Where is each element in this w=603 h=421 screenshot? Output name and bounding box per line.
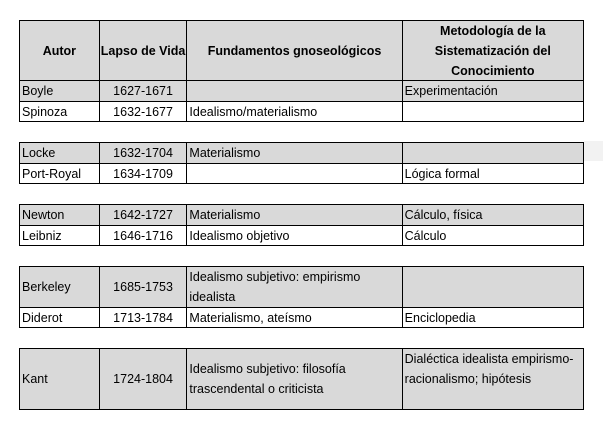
cell-autor: Kant xyxy=(20,349,100,409)
table-group-1 xyxy=(19,81,584,122)
table-row xyxy=(20,101,583,121)
table-group-4 xyxy=(19,266,584,328)
decorative-stub xyxy=(584,141,603,161)
cell-autor: Newton xyxy=(20,205,100,225)
table-group-3 xyxy=(19,204,584,246)
cell-lapso: 1646-1716 xyxy=(100,226,188,245)
cell-fundamentos: Idealismo subjetivo: filosofía trascendental o criticista xyxy=(187,349,402,409)
cell-metodologia xyxy=(403,267,583,307)
cell-autor: Diderot xyxy=(20,308,100,327)
philosophers-table xyxy=(19,20,584,410)
cell-metodologia: Enciclopedia xyxy=(404,310,476,325)
cell-fundamentos xyxy=(187,164,402,183)
table-row xyxy=(20,349,583,409)
cell-autor: Leibniz xyxy=(20,226,100,245)
cell-lapso: 1642-1727 xyxy=(100,205,188,225)
header-fundamentos: Fundamentos gnoseológicos xyxy=(187,21,402,80)
table-row xyxy=(20,225,583,245)
cell-metodologia: Experimentación xyxy=(404,84,498,98)
cell-lapso: 1713-1784 xyxy=(100,308,188,327)
table-row xyxy=(20,143,583,163)
cell-fundamentos: Idealismo objetivo xyxy=(187,226,402,245)
header-lapso: Lapso de Vida xyxy=(100,21,188,80)
cell-metodologia: Cálculo xyxy=(404,228,447,243)
cell-autor: Berkeley xyxy=(20,267,100,307)
table-group-5 xyxy=(19,348,584,410)
table-row xyxy=(20,307,583,327)
cell-autor: Port-Royal xyxy=(20,164,100,183)
cell-metodologia: Cálculo, física xyxy=(404,208,483,222)
header-autor: Autor xyxy=(20,21,100,80)
cell-autor: Boyle xyxy=(20,81,100,101)
cell-lapso: 1685-1753 xyxy=(100,267,188,307)
cell-lapso: 1627-1671 xyxy=(100,81,188,101)
cell-autor: Locke xyxy=(20,143,100,163)
cell-fundamentos: Idealismo/materialismo xyxy=(187,102,402,121)
cell-fundamentos: Materialismo xyxy=(187,205,402,225)
cell-lapso: 1634-1709 xyxy=(100,164,188,183)
table-row xyxy=(20,205,583,225)
cell-fundamentos: Materialismo xyxy=(187,143,402,163)
cell-lapso: 1632-1677 xyxy=(100,102,188,121)
cell-lapso: 1632-1704 xyxy=(100,143,188,163)
cell-lapso: 1724-1804 xyxy=(100,349,188,409)
table-row xyxy=(20,81,583,101)
table-group-2 xyxy=(19,142,584,184)
cell-metodologia xyxy=(403,143,583,163)
table-header xyxy=(19,20,584,81)
table-row xyxy=(20,163,583,183)
cell-metodologia: Dialéctica idealista empirismo-racionalismo; hipótesis xyxy=(404,352,574,386)
cell-fundamentos: Materialismo, ateísmo xyxy=(187,308,402,327)
table-row xyxy=(20,267,583,307)
cell-metodologia xyxy=(403,102,583,121)
cell-fundamentos: Idealismo subjetivo: empirismo idealista xyxy=(187,267,402,307)
header-metodologia: Metodología de la Sistematización del Conocimiento xyxy=(434,23,551,78)
cell-fundamentos xyxy=(187,81,402,101)
cell-autor: Spinoza xyxy=(20,102,100,121)
cell-metodologia: Lógica formal xyxy=(404,166,480,181)
